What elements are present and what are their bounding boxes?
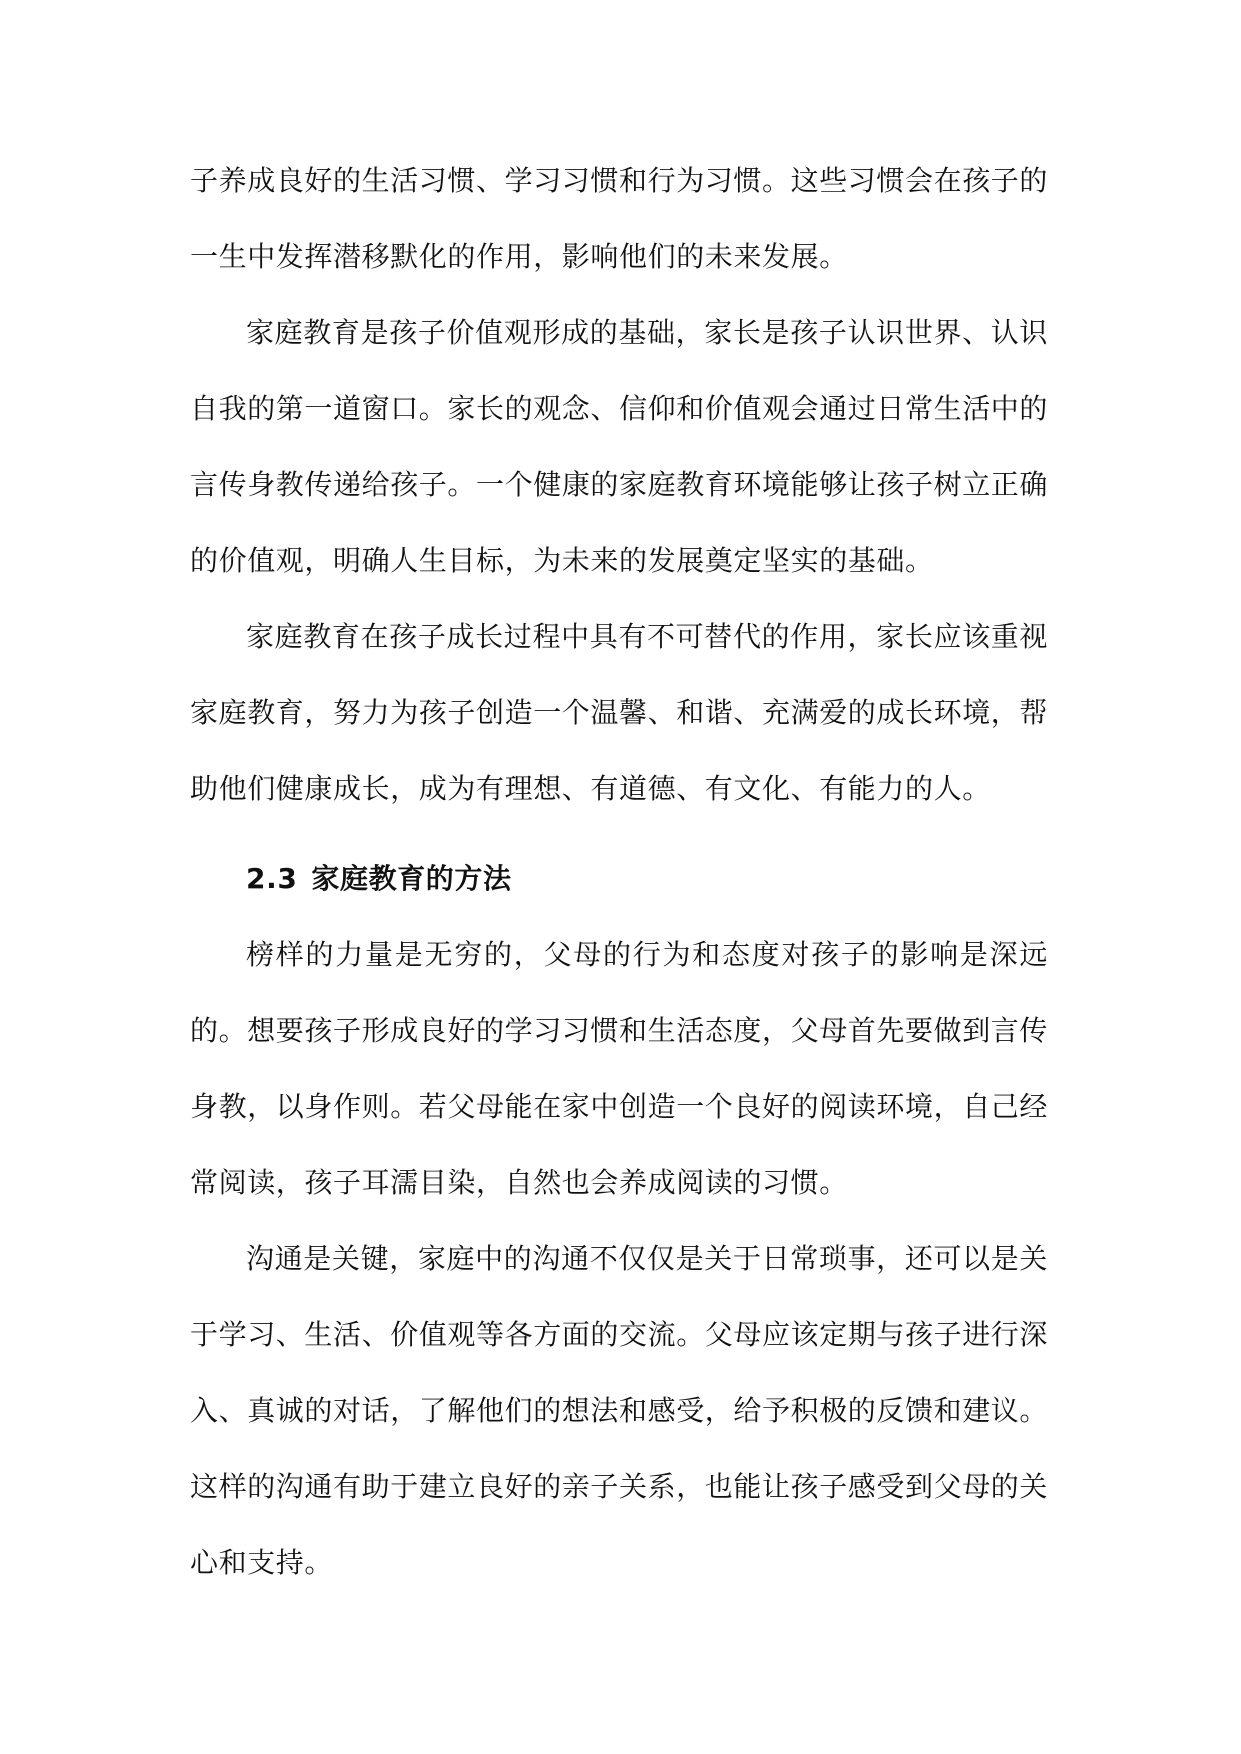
section-title: 家庭教育的方法 (311, 862, 512, 895)
document-body (190, 143, 1048, 1601)
paragraph: 家庭教育是孩子价值观形成的基础，家长是孩子认识世界、认识自我的第一道窗口。家长的观念、信仰和价值观会通过日常生活中的言传身教传递给孩子。一个健康的家庭教育环境能够让孩子树立正确的价值观，明确人生目标，为未来的发展奠定坚实的基础。 (190, 316, 1049, 577)
paragraph: 家庭教育在孩子成长过程中具有不可替代的作用，家长应该重视家庭教育，努力为孩子创造一个温馨、和谐、充满爱的成长环境，帮助他们健康成长，成为有理想、有道德、有文化、有能力的人。 (190, 620, 1049, 805)
section-heading (190, 827, 1048, 917)
section-number: 2.3 (246, 862, 298, 895)
paragraph: 榜样的力量是无穷的，父母的行为和态度对孩子的影响是深远的。想要孩子形成良好的学习习惯和生活态度，父母首先要做到言传身教，以身作则。若父母能在家中创造一个良好的阅读环境，自己经常阅读，孩子耳濡目染，自然也会养成阅读的习惯。 (190, 938, 1049, 1199)
paragraph: 沟通是关键，家庭中的沟通不仅仅是关于日常琐事，还可以是关于学习、生活、价值观等各方面的交流。父母应该定期与孩子进行深入、真诚的对话，了解他们的想法和感受，给予积极的反馈和建议。这样的沟通有助于建立良好的亲子关系，也能让孩子感受到父母的关心和支持。 (190, 1242, 1049, 1579)
paragraph: 子养成良好的生活习惯、学习习惯和行为习惯。这些习惯会在孩子的一生中发挥潜移默化的作用，影响他们的未来发展。 (190, 164, 1049, 273)
